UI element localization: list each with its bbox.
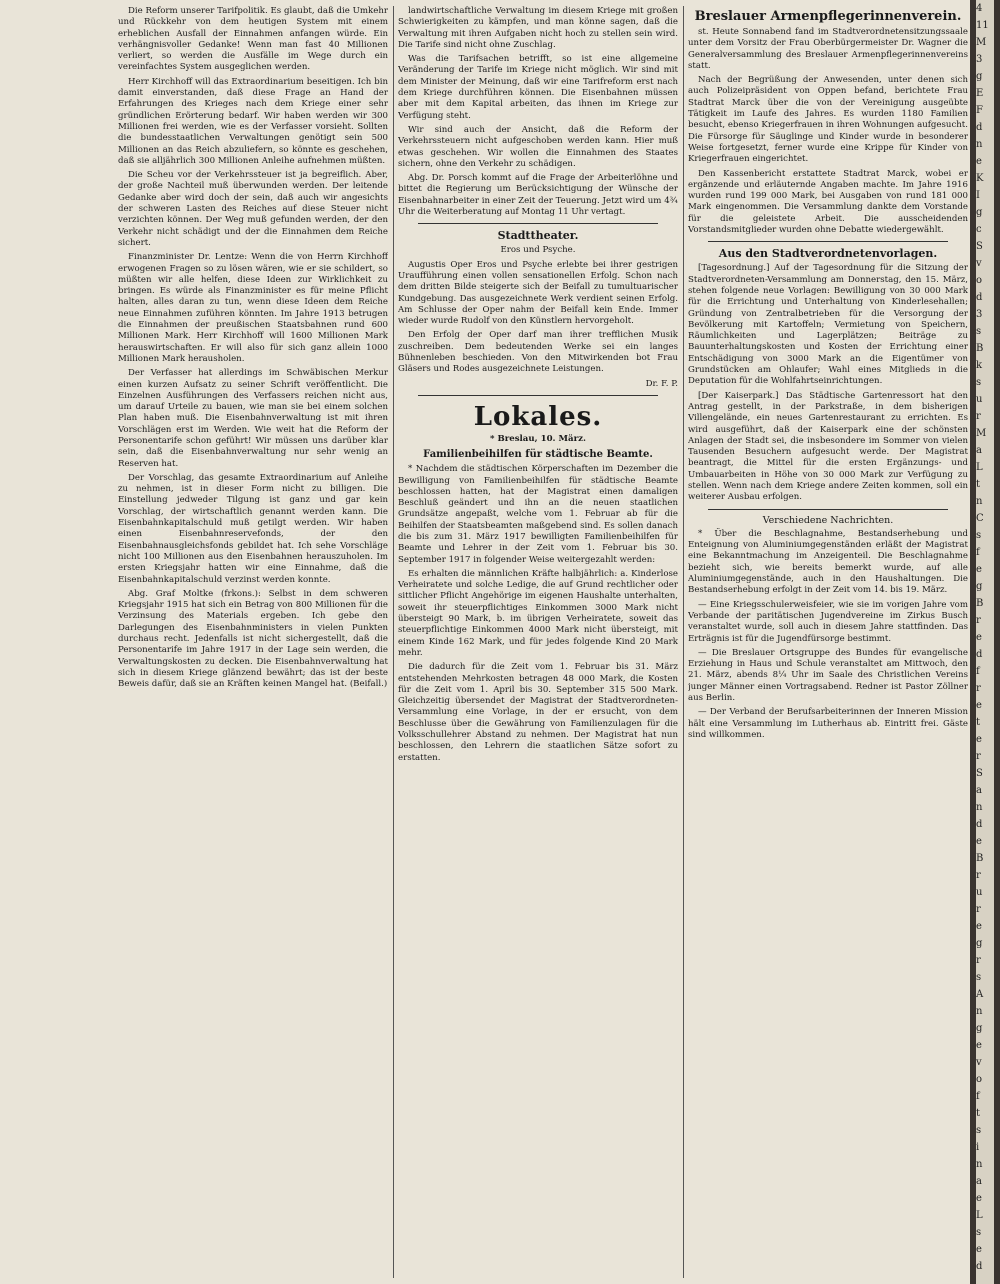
margin-fragment: r [976, 904, 981, 915]
margin-fragment: e [976, 1040, 982, 1051]
margin-fragment: C [976, 513, 984, 524]
column-middle [398, 6, 678, 1278]
margin-fragment: r [976, 955, 981, 966]
margin-fragment: r [976, 751, 981, 762]
margin-fragment: d [976, 122, 983, 133]
theatre-paragraph: Den Erfolg der Oper darf man ihrer trefflichen Musik zuschreiben. Dem bedeutenden Werke sei ein langes Bühnenleben beschieden. Von den Mitwirkenden bot Frau Gläsers und Rodes ausgezeichnete Leistungen. [398, 330, 678, 375]
margin-fragment: K [976, 173, 984, 184]
margin-fragment: t [976, 479, 981, 490]
margin-fragment: E [976, 88, 984, 99]
article-paragraph: Abg. Dr. Porsch kommt auf die Frage der Arbeiterlöhne und bittet die Regierung um Berücksichtigung der Wünsche der Eisenbahnarbeiter in einer Zeit der Teuerung. Jetzt wird um 4¾ Uhr die Weiterberatung auf Montag 11 Uhr vertagt. [398, 173, 678, 218]
armenpflege-paragraph: Nach der Begrüßung der Anwesenden, unter denen sich auch Polizeipräsident von Oppen befand, berichtete Frau Stadtrat Marck über die von der Vereinigung ausgeübte Tätigkeit im Laufe des Jahres. Es wurden 1180 Familien besucht, ebenso Kriegerfrauen in ihren Wohnungen aufgesucht. Die Fürsorge für Säuglinge und Kinder wurde in besonderer Weise fortgesetzt, ferner wurde eine Krippe für Kinder von Kriegerfrauen eingerichtet. [688, 75, 968, 165]
margin-fragment: 3 [976, 309, 983, 320]
article-paragraph: Abg. Graf Moltke (frkons.): Selbst in dem schweren Kriegsjahr 1915 hat sich ein Betrag von 800 Millionen für die Verzinsung des Materials ergeben. Ich gebe den Darlegungen des Eisenbahnministers in vielen Punkten durchaus recht. Jedenfalls ist nicht sichergestellt, daß die Personentarife im Jahre 1917 in der Lage sein werden, die Verwaltungskosten zu decken. Die Eisenbahnverwaltung hat sich in diesem Kriege glänzend bewährt; das ist der beste Beweis dafür, daß sie an Kräften keinen Mangel hat. (Beifall.) [118, 588, 388, 690]
lokales-dateline: * Breslau, 10. März. [489, 433, 587, 444]
theatre-paragraph: Augustis Oper Eros und Psyche erlebte bei ihrer gestrigen Uraufführung einen vollen sensationellen Erfolg. Schon nach dem dritten Bilde steigerte sich der Beifall zu tumultuarischer Kundgebung. Das ausgezeichnete Werk verdient seinen Erfolg. Am Schlusse der Oper nahm der Beifall kein Ende. Immer wieder wurde Rudolf von den Künstlern hervorgeholt. [398, 259, 678, 327]
margin-fragment: s [976, 530, 982, 541]
margin-fragment: n [976, 802, 983, 813]
margin-fragment: a [976, 445, 982, 456]
article-paragraph: Wir sind auch der Ansicht, daß die Reform der Verkehrssteuern nicht aufgeschoben werden kann. Hier muß etwas geschehen. Wir wollen die Einnahmen des Staates sichern, ohne den Verkehr zu schädigen. [398, 124, 678, 169]
margin-fragment: S [976, 241, 983, 252]
section-divider [418, 223, 658, 224]
margin-fragment: 4 [976, 3, 983, 14]
margin-fragment: L [976, 462, 983, 473]
margin-fragment: e [976, 1244, 982, 1255]
margin-fragment: s [976, 1227, 982, 1238]
margin-fragment: f [976, 547, 980, 558]
margin-fragment: f [976, 1091, 980, 1102]
nachrichten-paragraph: — Eine Kriegsschulerweisfeier, wie sie im vorigen Jahre vom Verbande der paritätischen Jugendvereine im Zirkus Busch veranstaltet wurde, soll auch in diesem Jahre stattfinden. Das Erträgnis ist für die Jugendfürsorge bestimmt. [688, 599, 968, 644]
margin-fragment: d [976, 1261, 983, 1272]
margin-fragment: n [976, 1159, 983, 1170]
margin-fragment: d [976, 649, 983, 660]
margin-fragment: e [976, 734, 982, 745]
column-right [688, 6, 968, 1278]
margin-fragment: k [976, 360, 983, 371]
margin-fragment: v [976, 1057, 982, 1068]
margin-fragment: F [976, 105, 983, 116]
margin-fragment: t [976, 1108, 981, 1119]
margin-fragment: u [976, 887, 983, 898]
adjacent-page-margin [976, 0, 994, 1284]
margin-fragment: f [976, 666, 980, 677]
margin-fragment: s [976, 1125, 982, 1136]
section-divider [418, 395, 658, 396]
margin-fragment: s [976, 326, 982, 337]
margin-fragment: g [976, 581, 983, 592]
armenpflege-paragraph: Den Kassenbericht erstattete Stadtrat Marck, wobei er ergänzende und erläuternde Angaben machte. Im Jahre 1916 wurden rund 199 000 Mark, bei Ausgaben von rund 181 000 Mark eingenommen. Die Versammlung dankte dem Vorstande für die geleistete Arbeit. Die ausscheidenden Vorstandsmitglieder wurden ohne Debatte wiedergewählt. [688, 168, 968, 236]
theatre-title: Stadttheater. [497, 229, 579, 243]
lokales-paragraph: Die dadurch für die Zeit vom 1. Februar bis 31. März entstehenden Mehrkosten betragen 48 000 Mark, die Kosten für die Zeit vom 1. April bis 30. September 315 500 Mark. Gleichzeitig übersendet der Magistrat der Stadtverordneten-Versammlung eine Vorlage, in der er ersucht, von dem Beschlusse über die Gewährung von Familienzulagen für die Volksschullehrer Abstand zu nehmen. Der Magistrat hat nun beschlossen, den Lehrern die staatlichen Sätze sofort zu erstatten. [398, 662, 678, 763]
nachrichten-paragraph: — Die Breslauer Ortsgruppe des Bundes für evangelische Erziehung in Haus und Schule veranstaltet am Mittwoch, den 21. März, abends 8¼ Uhr im Saale des Christlichen Vereins junger Männer einen Vortragsabend. Redner ist Pastor Zöllner aus Berlin. [688, 647, 968, 704]
article-paragraph: Die Reform unserer Tarifpolitik. Es glaubt, daß die Umkehr und Rückkehr von dem heutigen System mit einem erheblichen Ausfall der Einnahmen anfangen würde. Ein verhängnisvoller Gedanke! Wenn man fast 40 Millionen verliert, so werden die Ausfälle im Wege durch ein vereinfachtes System ausgeglichen werden. [118, 6, 388, 73]
margin-fragment: I [976, 190, 980, 201]
margin-fragment: e [976, 156, 982, 167]
margin-fragment: r [976, 683, 981, 694]
margin-fragment: r [976, 615, 981, 626]
margin-fragment: B [976, 853, 984, 864]
section-divider [708, 241, 948, 242]
article-paragraph: Die Scheu vor der Verkehrssteuer ist ja begreiflich. Aber, der große Nachteil muß überwunden werden. Der leitende Gedanke aber wird doch der sein, daß auch wir angesichts der schweren Lasten des Reiches auf diese Steuer nicht verzichten können. Der Weg muß gefunden werden, der den Verkehr nicht schädigt und der die Einnahmen dem Reiche sichert. [118, 170, 388, 248]
vorlagen-paragraph: [Tagesordnung.] Auf der Tagesordnung für die Sitzung der Stadtverordneten-Versammlung am Donnerstag, den 15. März, stehen folgende neue Vorlagen: Bewilligung von 30 000 Mark für die Errichtung und Unterhaltung von Kinderlesehallen; Gründung von Zentralbetrieben für die Versorgung der Bevölkerung mit Kartoffeln; Vermietung von Speichern, Räumlichkeiten und Lagerplätzen; Beiträge zu Bauunterhaltungskosten und Kosten der Errichtung einer Entschädigung von 3000 Mark an die Eigentümer von Grundstücken am Ohlaufer; Wahl eines Mitglieds in die Deputation für die Wohlfahrtseinrichtungen. [688, 263, 968, 387]
vorlagen-paragraph: [Der Kaiserpark.] Das Städtische Gartenressort hat den Antrag gestellt, in der Parkstraße, in dem bisherigen Villengelände, ein neues Gartenrestaurant zu errichten. Es wird ausgeführt, daß der Kaiserpark eine der schönsten Anlagen der Stadt sei, die insbesondere im Sommer von vielen Tausenden Besuchern aufgesucht werde. Der Magistrat beantragt, die Mittel für die ersten Ergänzungs- und Umbauarbeiten in Höhe von 30 000 Mark zur Verfügung zu stellen. Wenn nach dem Kriege andere Zeiten kommen, soll ein weiterer Ausbau erfolgen. [688, 390, 968, 503]
margin-fragment: d [976, 819, 983, 830]
margin-fragment: e [976, 564, 982, 575]
lokales-subhead: Familienbeihilfen für städtische Beamte. [423, 449, 653, 461]
margin-fragment: i [976, 1142, 980, 1153]
margin-fragment: u [976, 394, 983, 405]
column-rule [683, 6, 684, 1278]
article-paragraph: Der Verfasser hat allerdings im Schwäbischen Merkur einen kurzen Aufsatz zu seiner Schrift veröffentlicht. Die Einzelnen Ausführungen des Verfassers reichen nicht aus, um darauf Urteile zu bauen, wie man sie bei einem solchen Plan haben muß. Die Eisenbahnverwaltung ist mit ihren Vorschlägen erst im Werden. Wie weit hat die Reform der Personentarife schon geführt! Wir müssen uns darüber klar sein, daß die Eisenbahnverwaltung nur sehr wenig an Reserven hat. [118, 368, 388, 469]
margin-fragment: v [976, 258, 982, 269]
margin-fragment: n [976, 1006, 983, 1017]
margin-fragment: a [976, 1176, 982, 1187]
margin-fragment: g [976, 207, 983, 218]
margin-fragment: A [976, 989, 984, 1000]
margin-fragment: n [976, 496, 983, 507]
margin-fragment: r [976, 870, 981, 881]
margin-fragment: s [976, 972, 982, 983]
article-paragraph: Finanzminister Dr. Lentze: Wenn die von Herrn Kirchhoff erwogenen Fragen so zu lösen wären, wie er sie schildert, so müßten wir alle helfen, diese Ideen zur Wirklichkeit zu bringen. Es würde als Finanzminister es für meine Pflicht halten, alles daran zu tun, wenn diese Ideen dem Reiche neue Einnahmen zuführen könnten. Im Jahre 1913 betrugen die Einnahmen der preußischen Staatsbahnen rund 600 Millionen Mark. Herr Kirchhoff will 1600 Millionen Mark herauswirtschaften. Er will also für sich ganz allein 1000 Millionen Mark herausholen. [118, 252, 388, 364]
column-rule [393, 6, 394, 1278]
margin-fragment: g [976, 71, 983, 82]
margin-fragment: M [976, 37, 987, 48]
nachrichten-paragraph: — Der Verband der Berufsarbeiterinnen der Inneren Mission hält eine Versammlung im Lutherhaus ab. Eintritt frei. Gäste sind willkommen. [688, 707, 968, 740]
margin-fragment: e [976, 700, 982, 711]
article-paragraph: Der Vorschlag, das gesamte Extraordinarium auf Anleihe zu nehmen, ist in dieser Form nicht zu billigen. Die Einstellung jedweder Tilgung ist ganz und gar kein Vorschlag, der wirtschaftlich genannt werden kann. Die Eisenbahnkapitalschuld muß getilgt werden. Wir haben einen Eisenbahnreservefonds, der den Eisenbahnausgleichsfonds gebildet hat. Ich sehe Vorschläge nicht 100 Millionen aus den Eisenbahnen herauszuholen. Im ersten Kriegsjahr hatten wir eine Einnahme, daß die Eisenbahnkapitalschuld verzinst werden konnte. [118, 472, 388, 585]
margin-fragment: e [976, 632, 982, 643]
margin-fragment: g [976, 938, 983, 949]
margin-fragment: B [976, 343, 984, 354]
armenpflege-title: Breslauer Armenpflegerinnenverein. [694, 9, 962, 24]
section-divider [708, 509, 948, 510]
margin-fragment: o [976, 275, 983, 286]
margin-fragment: e [976, 921, 982, 932]
margin-fragment: 3 [976, 54, 983, 65]
margin-fragment: n [976, 139, 983, 150]
nachrichten-title: Verschiedene Nachrichten. [762, 514, 894, 526]
margin-fragment: g [976, 1023, 983, 1034]
lokales-paragraph: * Nachdem die städtischen Körperschaften im Dezember die Bewilligung von Familienbeihilfen für städtische Beamte beschlossen hatten, hat der Magistrat einen damaligen Beschluß geändert und ihn an die neuen staatlichen Grundsätze angepaßt, welche vom 1. Februar ab für die Beihilfen der Staatsbeamten maßgebend sind. Es sollen danach die bis zum 31. März 1917 bewilligten Familienbeihilfen für Beamte und Lehrer in der Zeit vom 1. Februar bis 30. September 1917 in folgender Weise weitergezahlt werden: [398, 464, 678, 565]
margin-fragment: 11 [976, 20, 989, 31]
column-left [118, 6, 388, 1278]
theatre-signature: Dr. F. P. [645, 378, 678, 389]
armenpflege-paragraph: st. Heute Sonnabend fand im Stadtverordnetensitzungssaale unter dem Vorsitz der Frau Oberbürgermeister Dr. Wagner die Generalversammlung des Breslauer Armenpflegerinnenvereins statt. [688, 27, 968, 71]
lokales-paragraph: Es erhalten die männlichen Kräfte halbjährlich: a. Kinderlose Verheiratete und solche Ledige, die auf Grund rechtlicher oder sittlicher Pflicht Angehörige im eigenen Haushalte unterhalten, soweit ihr steuerpflichtiges Einkommen 3000 Mark nicht übersteigt 90 Mark, b. im übrigen Verheiratete, soweit das steuerpflichtige Einkommen 4000 Mark nicht übersteigt, mit einem Kinde 162 Mark, und für jedes folgende Kind 20 Mark mehr. [398, 568, 678, 658]
theatre-subtitle: Eros und Psyche. [500, 245, 576, 256]
margin-fragment: s [976, 377, 982, 388]
margin-fragment: c [976, 224, 982, 235]
margin-fragment: d [976, 292, 983, 303]
nachrichten-paragraph: * Über die Beschlagnahme, Bestandserhebung und Enteignung von Aluminiumgegenständen erläßt der Magistrat eine Bekanntmachung im Anzeigenteil. Die Beschlagnahme bezieht sich, wie bereits bemerkt wurde, auf alle Aluminiumgegenstände, auch in den Haushaltungen. Die Bestandserhebung erfolgt in der Zeit vom 14. bis 19. März. [688, 528, 968, 596]
article-paragraph: landwirtschaftliche Verwaltung im diesem Kriege mit großen Schwierigkeiten zu kämpfen, und man könne sagen, daß die Verwaltung mit ihren Aufgaben nicht hoch zu stellen sein wird. Die Tarife sind nicht ohne Zuschlag. [398, 6, 678, 50]
margin-fragment: M [976, 428, 987, 439]
article-paragraph: Was die Tarifsachen betrifft, so ist eine allgemeine Veränderung der Tarife im Kriege nicht möglich. Wir sind mit dem Minister der Meinung, daß wir eine Tarifreform erst nach dem Kriege durchführen können. Die Eisenbahnen müssen aber mit dem Kapital arbeiten, das ihnen im Kriege zur Verfügung steht. [398, 54, 678, 121]
margin-fragment: e [976, 1193, 982, 1204]
margin-fragment: e [976, 836, 982, 847]
margin-fragment: S [976, 768, 983, 779]
article-paragraph: Herr Kirchhoff will das Extraordinarium beseitigen. Ich bin damit einverstanden, daß diese Frage an Hand der Erfahrungen des Krieges nach dem Kriege einer sehr gründlichen Erörterung bedarf. Wir haben werden wir 300 Millionen frei werden, wie es der Verfasser vorsieht. Sollten die bundesstaatlichen Verwaltungen genötigt sein 500 Millionen an das Reich abzuliefern, so könnte es geschehen, daß sie alljährlich 300 Millionen Anleihe aufnehmen müßten. [118, 76, 388, 166]
margin-fragment: r [976, 411, 981, 422]
margin-fragment: a [976, 785, 982, 796]
vorlagen-title: Aus den Stadtverordnetenvorlagen. [718, 247, 938, 261]
margin-fragment: t [976, 717, 981, 728]
margin-fragment: L [976, 1210, 983, 1221]
lokales-title: Lokales. [473, 401, 603, 432]
margin-fragment: B [976, 598, 984, 609]
margin-fragment: o [976, 1074, 983, 1085]
